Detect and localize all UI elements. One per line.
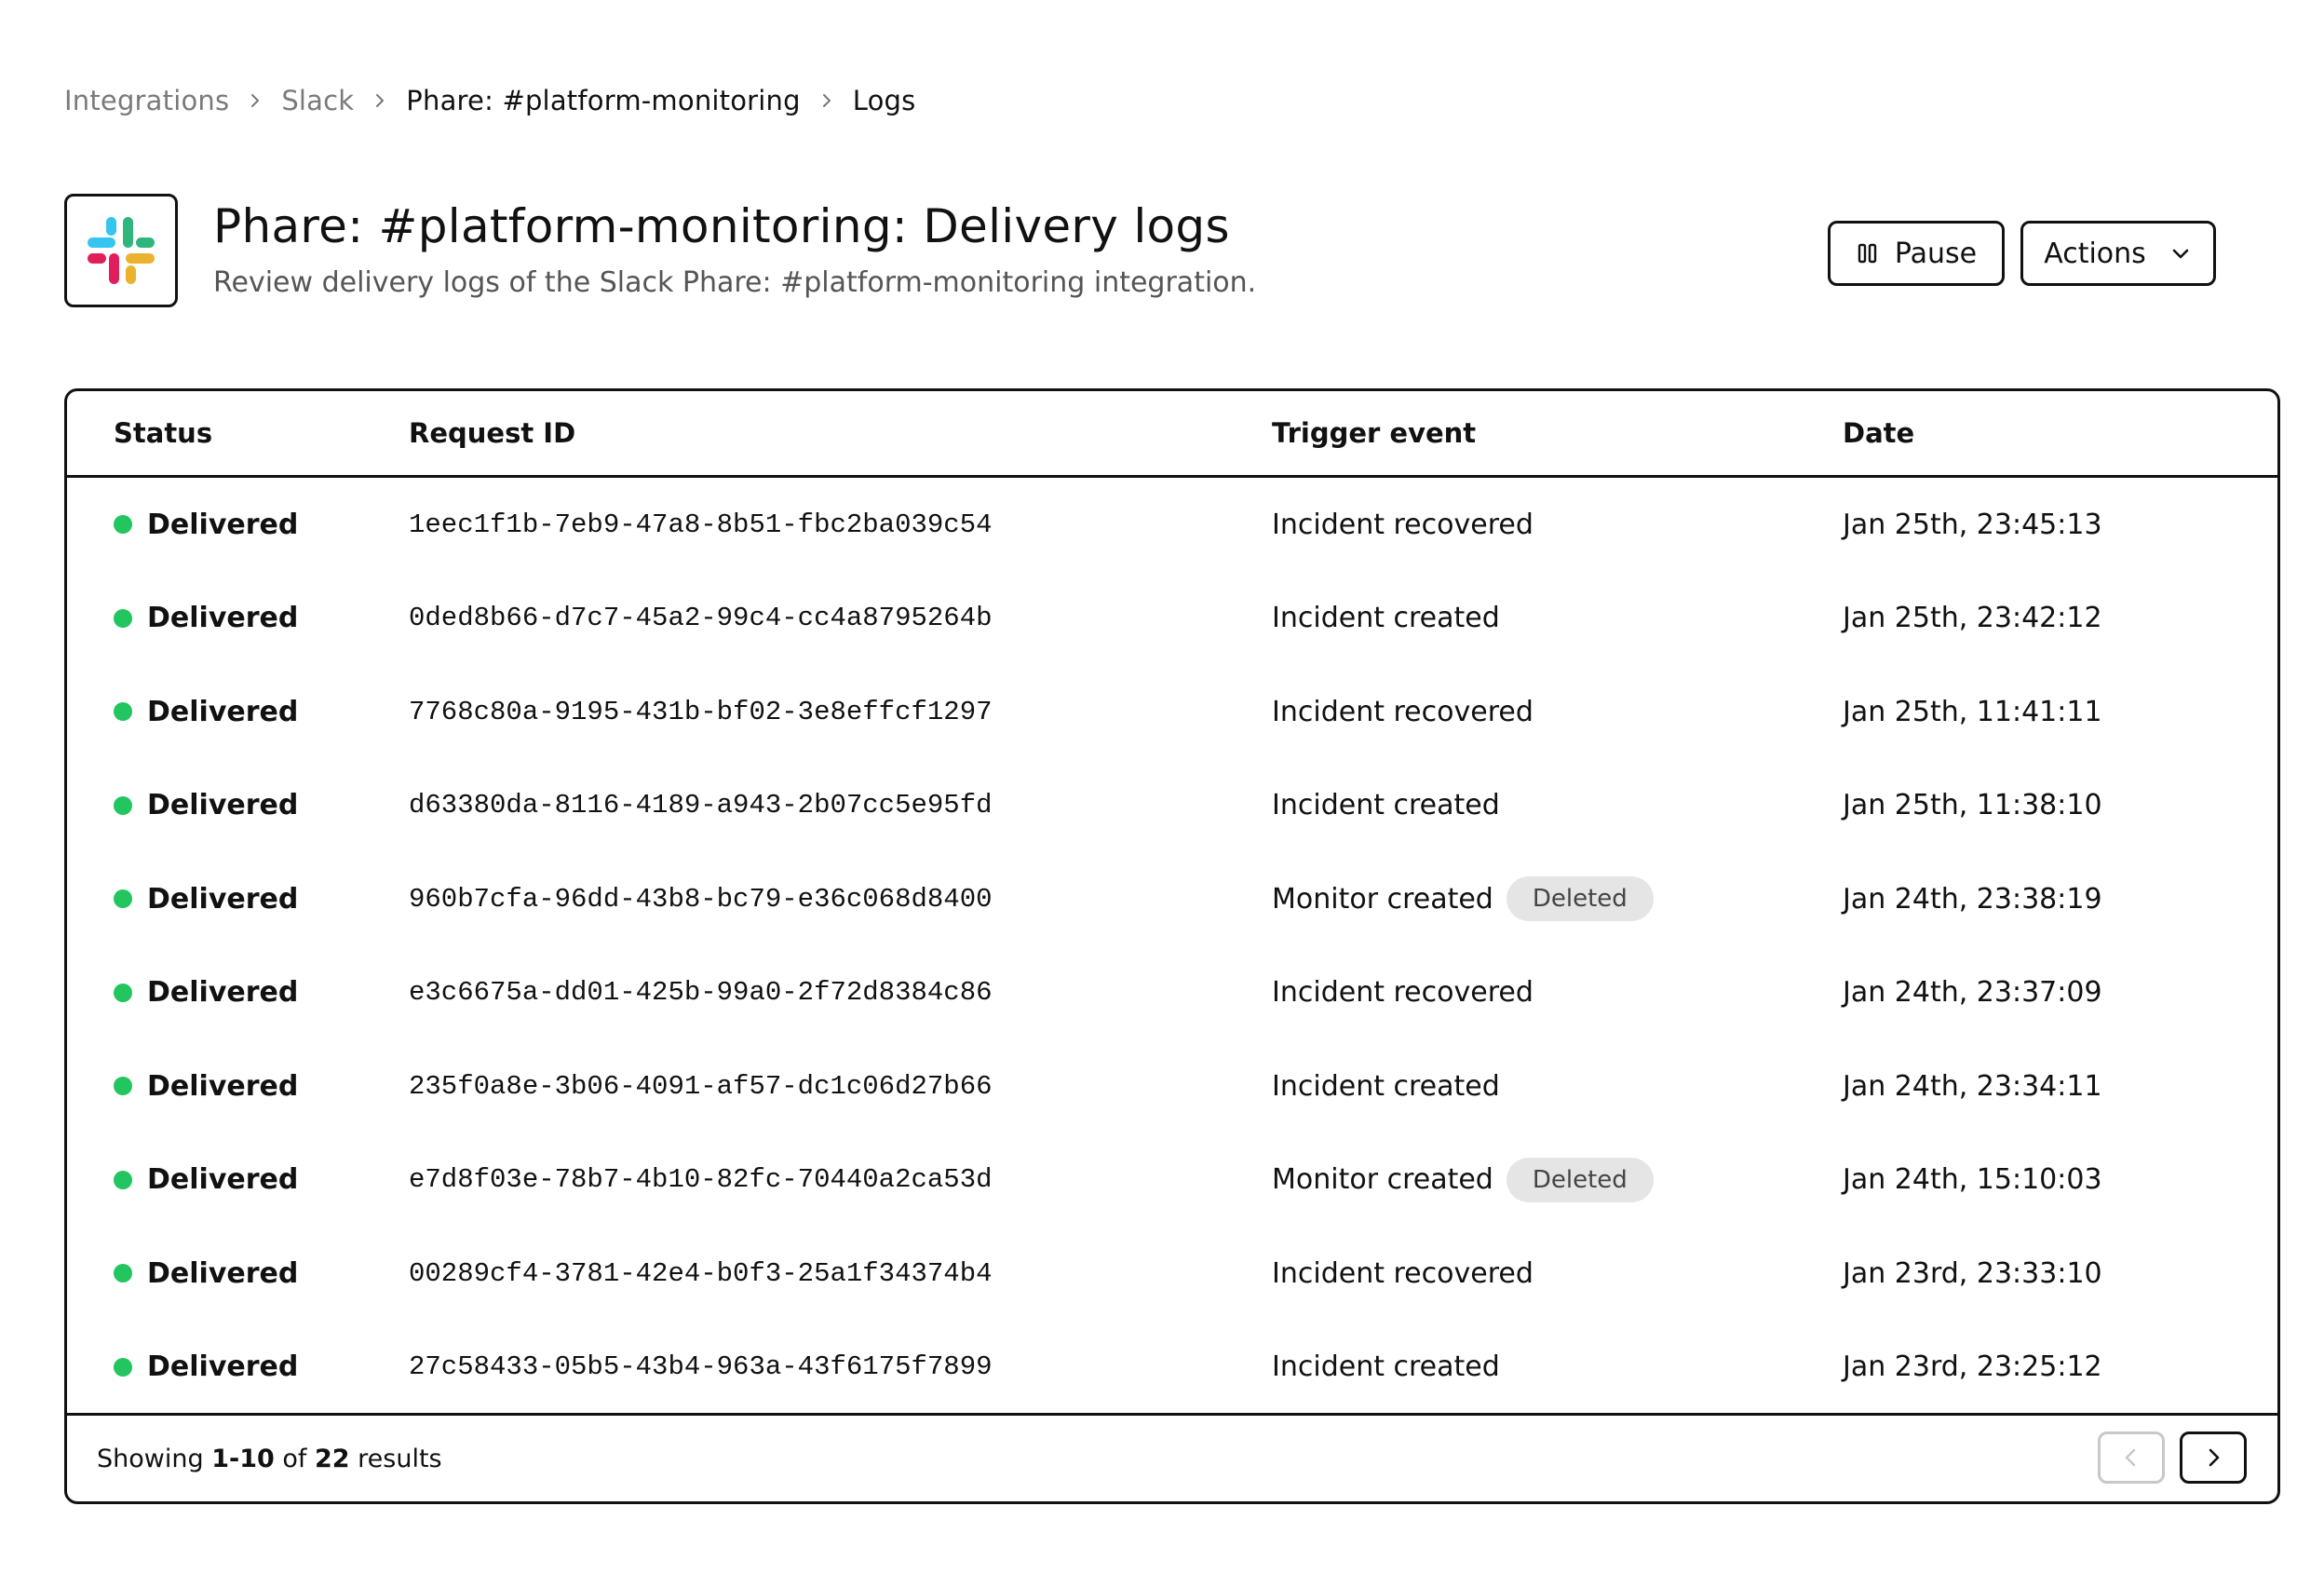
date-cell: Jan 24th, 23:38:19 xyxy=(1843,882,2102,916)
trigger-event-cell xyxy=(1272,1070,1500,1103)
status-dot-icon xyxy=(114,1171,132,1189)
date-cell: Jan 24th, 23:34:11 xyxy=(1843,1069,2102,1103)
date-cell: Jan 24th, 15:10:03 xyxy=(1843,1163,2102,1197)
deleted-badge: Deleted xyxy=(1507,1158,1654,1202)
table-row[interactable] xyxy=(67,478,2277,572)
chevron-right-icon xyxy=(354,80,406,121)
status-cell xyxy=(114,1350,298,1383)
status-dot-icon xyxy=(114,515,132,534)
table-row[interactable] xyxy=(67,1321,2277,1415)
next-page-button[interactable] xyxy=(2180,1432,2247,1484)
column-header-status: Status xyxy=(114,417,213,449)
table-row[interactable] xyxy=(67,946,2277,1040)
request-id-cell: 7768c80a-9195-431b-bf02-3e8effcf1297 xyxy=(409,696,993,727)
status-label: Delivered xyxy=(147,789,299,822)
pause-button[interactable] xyxy=(1828,221,2005,286)
trigger-event-label: Incident recovered xyxy=(1272,695,1534,728)
status-label: Delivered xyxy=(147,1350,299,1384)
breadcrumb-integrations[interactable]: Integrations xyxy=(64,85,230,116)
trigger-event-label: Incident recovered xyxy=(1272,508,1534,541)
table-row[interactable] xyxy=(67,1039,2277,1133)
trigger-event-label: Incident created xyxy=(1272,1350,1500,1384)
date-cell: Jan 25th, 23:45:13 xyxy=(1843,508,2102,541)
summary-results: results xyxy=(358,1444,442,1473)
breadcrumb-logs: Logs xyxy=(852,85,916,116)
trigger-event-label: Incident created xyxy=(1272,1069,1500,1103)
status-label: Delivered xyxy=(147,695,299,728)
integration-logo xyxy=(64,194,178,307)
status-cell xyxy=(114,509,298,541)
status-cell xyxy=(114,1257,298,1290)
trigger-event-label: Incident created xyxy=(1272,789,1500,822)
table-row[interactable] xyxy=(67,1133,2277,1228)
chevron-right-icon xyxy=(801,80,853,121)
deleted-badge: Deleted xyxy=(1507,876,1654,921)
actions-dropdown-button[interactable] xyxy=(2020,221,2216,286)
chevron-right-icon xyxy=(2201,1445,2225,1470)
status-label: Delivered xyxy=(147,1256,299,1290)
delivery-logs-table xyxy=(64,388,2280,1504)
status-dot-icon xyxy=(114,984,132,1002)
chevron-left-icon xyxy=(2119,1445,2143,1470)
page-subtitle: Review delivery logs of the Slack Phare: #platform-monitoring integration. xyxy=(213,266,1257,299)
request-id-cell: 0ded8b66-d7c7-45a2-99c4-cc4a8795264b xyxy=(409,603,993,634)
request-id-cell: d63380da-8116-4189-a943-2b07cc5e95fd xyxy=(409,790,993,821)
breadcrumb xyxy=(64,80,915,121)
date-cell: Jan 25th, 11:41:11 xyxy=(1843,695,2102,728)
column-header-request-id: Request ID xyxy=(409,417,576,449)
pagination-summary xyxy=(97,1445,442,1473)
status-label: Delivered xyxy=(147,602,299,635)
trigger-event-label: Monitor created xyxy=(1272,882,1493,916)
request-id-cell: 235f0a8e-3b06-4091-af57-dc1c06d27b66 xyxy=(409,1070,993,1102)
trigger-event-cell xyxy=(1272,1350,1500,1383)
trigger-event-label: Incident recovered xyxy=(1272,976,1534,1010)
previous-page-button[interactable] xyxy=(2098,1432,2165,1484)
column-header-trigger-event: Trigger event xyxy=(1272,417,1477,449)
date-cell: Jan 25th, 23:42:12 xyxy=(1843,602,2102,635)
status-label: Delivered xyxy=(147,508,299,541)
summary-total: 22 xyxy=(315,1444,350,1473)
trigger-event-cell xyxy=(1272,789,1500,821)
table-row[interactable] xyxy=(67,852,2277,946)
trigger-event-cell xyxy=(1272,876,1654,921)
status-label: Delivered xyxy=(147,1163,299,1197)
request-id-cell: 960b7cfa-96dd-43b8-bc79-e36c068d8400 xyxy=(409,883,993,915)
date-cell: Jan 24th, 23:37:09 xyxy=(1843,976,2102,1010)
trigger-event-label: Incident recovered xyxy=(1272,1256,1534,1290)
actions-button-label: Actions xyxy=(2044,237,2146,270)
status-dot-icon xyxy=(114,702,132,721)
status-dot-icon xyxy=(114,1358,132,1377)
trigger-event-cell xyxy=(1272,602,1500,634)
chevron-down-icon xyxy=(2169,241,2193,265)
table-row[interactable] xyxy=(67,759,2277,853)
status-dot-icon xyxy=(114,1264,132,1282)
table-header xyxy=(67,391,2277,478)
date-cell: Jan 23rd, 23:33:10 xyxy=(1843,1256,2102,1290)
slack-logo-icon xyxy=(86,215,156,286)
status-cell xyxy=(114,1070,298,1103)
table-row[interactable] xyxy=(67,1227,2277,1321)
table-row[interactable] xyxy=(67,572,2277,666)
pause-button-label: Pause xyxy=(1894,237,1978,270)
pause-icon xyxy=(1856,241,1880,265)
request-id-cell: 27c58433-05b5-43b4-963a-43f6175f7899 xyxy=(409,1351,993,1383)
date-cell: Jan 23rd, 23:25:12 xyxy=(1843,1350,2102,1384)
request-id-cell: e3c6675a-dd01-425b-99a0-2f72d8384c86 xyxy=(409,977,993,1009)
trigger-event-label: Incident created xyxy=(1272,602,1500,635)
request-id-cell: 00289cf4-3781-42e4-b0f3-25a1f34374b4 xyxy=(409,1257,993,1289)
trigger-event-cell xyxy=(1272,696,1534,728)
breadcrumb-slack[interactable]: Slack xyxy=(281,85,355,116)
column-header-date: Date xyxy=(1843,417,1915,449)
table-footer xyxy=(67,1413,2277,1501)
status-cell xyxy=(114,976,298,1009)
trigger-event-cell xyxy=(1272,976,1534,1009)
page-title: Phare: #platform-monitoring: Delivery logs xyxy=(213,199,1230,253)
summary-showing: Showing xyxy=(97,1444,204,1473)
status-cell xyxy=(114,696,298,728)
status-cell xyxy=(114,883,298,916)
trigger-event-cell xyxy=(1272,1257,1534,1290)
status-dot-icon xyxy=(114,889,132,908)
summary-range: 1-10 xyxy=(211,1444,275,1473)
table-body xyxy=(67,478,2277,1414)
breadcrumb-integration[interactable]: Phare: #platform-monitoring xyxy=(406,85,801,116)
status-cell xyxy=(114,789,298,821)
trigger-event-cell xyxy=(1272,509,1534,541)
request-id-cell: 1eec1f1b-7eb9-47a8-8b51-fbc2ba039c54 xyxy=(409,509,993,540)
status-label: Delivered xyxy=(147,976,299,1010)
summary-of: of xyxy=(282,1444,307,1473)
status-label: Delivered xyxy=(147,882,299,916)
status-dot-icon xyxy=(114,796,132,815)
status-cell xyxy=(114,1163,298,1196)
chevron-right-icon xyxy=(229,80,281,121)
status-dot-icon xyxy=(114,1077,132,1095)
status-dot-icon xyxy=(114,609,132,628)
status-cell xyxy=(114,602,298,634)
request-id-cell: e7d8f03e-78b7-4b10-82fc-70440a2ca53d xyxy=(409,1164,993,1196)
date-cell: Jan 25th, 11:38:10 xyxy=(1843,789,2102,822)
status-label: Delivered xyxy=(147,1069,299,1103)
trigger-event-cell xyxy=(1272,1158,1654,1202)
table-row[interactable] xyxy=(67,665,2277,759)
trigger-event-label: Monitor created xyxy=(1272,1163,1493,1197)
